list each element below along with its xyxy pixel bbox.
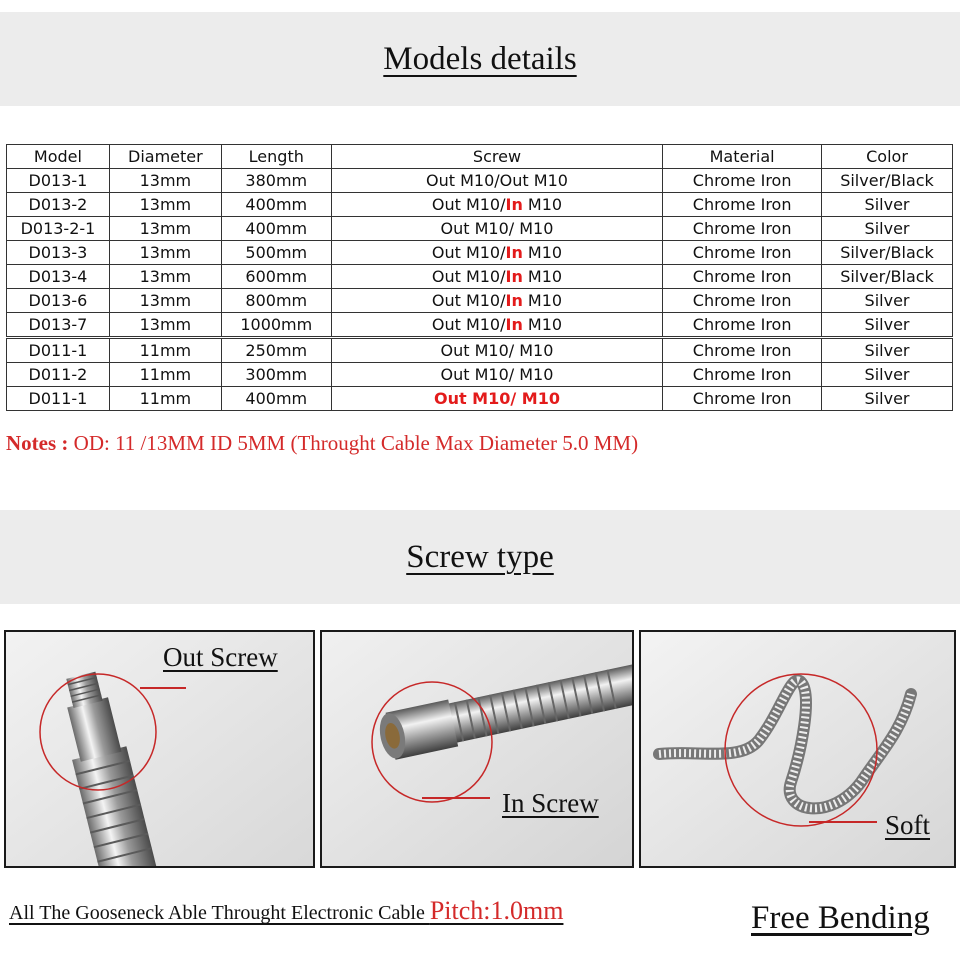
screw-text: M10	[522, 266, 563, 286]
cell-screw	[331, 193, 662, 217]
table-row	[7, 265, 953, 289]
table-row	[7, 241, 953, 265]
table-row	[7, 338, 953, 363]
screw-highlight: In	[505, 290, 523, 310]
cell-length: 400mm	[221, 217, 331, 241]
cell-model: D013-7	[7, 313, 110, 338]
cell-color: Silver/Black	[822, 265, 953, 289]
cell-model: D011-1	[7, 338, 110, 363]
cell-screw	[331, 169, 662, 193]
cell-screw	[331, 387, 662, 411]
cell-color: Silver	[822, 363, 953, 387]
cell-color: Silver	[822, 217, 953, 241]
screw-text: Out M10/	[431, 290, 506, 310]
cell-diameter: 13mm	[109, 169, 221, 193]
cell-diameter: 13mm	[109, 289, 221, 313]
screw-type-title: Screw type	[406, 538, 554, 575]
screw-text: Out M10/ M10	[440, 364, 554, 384]
cell-length: 600mm	[221, 265, 331, 289]
header-diameter: Diameter	[109, 145, 221, 169]
notes	[6, 431, 638, 456]
gooseneck-cable-note	[9, 896, 563, 926]
cell-color: Silver/Black	[822, 241, 953, 265]
models-table	[6, 144, 953, 411]
table-row	[7, 363, 953, 387]
notes-label: Notes :	[6, 431, 69, 455]
cell-color: Silver	[822, 313, 953, 338]
cell-model: D013-2-1	[7, 217, 110, 241]
cell-material: Chrome Iron	[663, 313, 822, 338]
cell-length: 800mm	[221, 289, 331, 313]
table-row	[7, 313, 953, 338]
cell-model: D011-1	[7, 387, 110, 411]
cell-screw	[331, 217, 662, 241]
cell-material: Chrome Iron	[663, 338, 822, 363]
screw-text: M10	[522, 242, 563, 262]
header-material: Material	[663, 145, 822, 169]
cell-screw	[331, 363, 662, 387]
screw-highlight: In	[505, 314, 523, 334]
gooseneck-in-screw-icon	[322, 632, 634, 868]
cell-color: Silver	[822, 387, 953, 411]
cell-screw	[331, 265, 662, 289]
cell-length: 400mm	[221, 387, 331, 411]
cell-color: Silver	[822, 338, 953, 363]
cell-length: 1000mm	[221, 313, 331, 338]
cell-material: Chrome Iron	[663, 169, 822, 193]
cell-length: 300mm	[221, 363, 331, 387]
cell-length: 380mm	[221, 169, 331, 193]
cell-screw	[331, 313, 662, 338]
cell-model: D013-2	[7, 193, 110, 217]
header-length: Length	[221, 145, 331, 169]
cell-color: Silver/Black	[822, 169, 953, 193]
screw-text: Out M10/	[431, 314, 506, 334]
table-header-row	[7, 145, 953, 169]
screw-text: M10	[522, 290, 563, 310]
pitch-label: Pitch:1.0mm	[429, 896, 564, 925]
cell-model: D013-3	[7, 241, 110, 265]
screw-highlight: Out M10/ M10	[433, 388, 560, 408]
cell-diameter: 13mm	[109, 193, 221, 217]
screw-highlight: In	[505, 266, 523, 286]
cell-material: Chrome Iron	[663, 387, 822, 411]
screw-type-banner	[0, 510, 960, 604]
cell-diameter: 11mm	[109, 338, 221, 363]
cell-color: Silver	[822, 193, 953, 217]
screw-text: Out M10/Out M10	[426, 170, 568, 190]
cell-model: D011-2	[7, 363, 110, 387]
cell-diameter: 13mm	[109, 217, 221, 241]
models-details-banner	[0, 12, 960, 106]
cell-material: Chrome Iron	[663, 289, 822, 313]
screw-text: Out M10/	[431, 242, 506, 262]
screw-text: M10	[522, 314, 563, 334]
screw-text: M10	[522, 194, 563, 214]
table-row	[7, 289, 953, 313]
cell-color: Silver	[822, 289, 953, 313]
cell-diameter: 11mm	[109, 363, 221, 387]
cell-length: 500mm	[221, 241, 331, 265]
in-screw-photo	[320, 630, 634, 868]
cell-diameter: 13mm	[109, 241, 221, 265]
out-screw-photo	[4, 630, 315, 868]
out-screw-caption: Out Screw	[163, 642, 278, 672]
header-model: Model	[7, 145, 110, 169]
cell-length: 400mm	[221, 193, 331, 217]
screw-text: Out M10/ M10	[440, 218, 554, 238]
table-row	[7, 193, 953, 217]
screw-text: Out M10/	[431, 266, 506, 286]
table-row	[7, 169, 953, 193]
models-details-title: Models details	[383, 40, 577, 77]
cell-material: Chrome Iron	[663, 217, 822, 241]
table-row	[7, 387, 953, 411]
cell-material: Chrome Iron	[663, 363, 822, 387]
cable-note-text: All The Gooseneck Able Throught Electronic Cable	[9, 902, 430, 924]
cell-screw	[331, 289, 662, 313]
cell-material: Chrome Iron	[663, 265, 822, 289]
free-bending-label: Free Bending	[751, 900, 930, 936]
cell-screw	[331, 338, 662, 363]
soft-caption: Soft	[885, 810, 931, 840]
cell-diameter: 13mm	[109, 313, 221, 338]
cell-diameter: 11mm	[109, 387, 221, 411]
in-screw-caption: In Screw	[502, 788, 599, 818]
table-row	[7, 217, 953, 241]
header-color: Color	[822, 145, 953, 169]
cell-screw	[331, 241, 662, 265]
cell-model: D013-4	[7, 265, 110, 289]
cell-material: Chrome Iron	[663, 241, 822, 265]
screw-text: Out M10/	[431, 194, 506, 214]
cell-material: Chrome Iron	[663, 193, 822, 217]
screw-highlight: In	[505, 242, 523, 262]
cell-length: 250mm	[221, 338, 331, 363]
screw-text: Out M10/ M10	[440, 340, 554, 360]
notes-text: OD: 11 /13MM ID 5MM (Throught Cable Max Diameter 5.0 MM)	[68, 431, 639, 455]
cell-model: D013-6	[7, 289, 110, 313]
cell-diameter: 13mm	[109, 265, 221, 289]
soft-photo	[639, 630, 956, 868]
screw-highlight: In	[505, 194, 523, 214]
cell-model: D013-1	[7, 169, 110, 193]
header-screw: Screw	[331, 145, 662, 169]
